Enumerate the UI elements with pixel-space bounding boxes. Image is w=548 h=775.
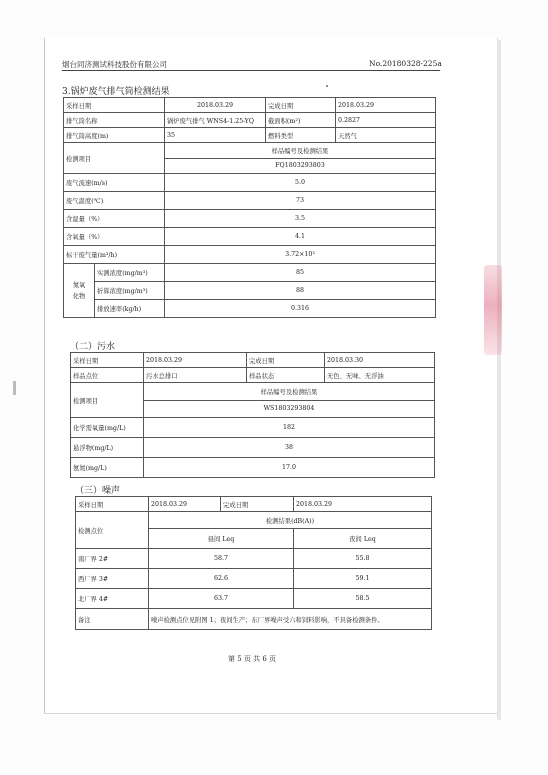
cell-value: 2018.03.29 <box>165 98 266 113</box>
cell-label: 燃料类型 <box>266 128 336 143</box>
day-value: 62.6 <box>149 569 294 589</box>
cell-value: 天然气 <box>336 128 436 143</box>
row-label: 南厂界 2# <box>76 549 149 569</box>
cell-label: 完成日期 <box>247 353 325 368</box>
water-table <box>70 352 435 478</box>
row-label: 实测浓度(mg/m³) <box>95 264 165 282</box>
row-label: 悬浮物(mg/L) <box>71 438 144 458</box>
sample-number: FQ1803293803 <box>165 158 436 174</box>
cell-value: 35 <box>165 128 266 143</box>
cell-label: 采样日期 <box>71 353 144 368</box>
cell-label: 样品点位 <box>71 368 144 383</box>
cell-value: 锅炉废气排气 WNS4-1.25-YQ <box>165 113 266 128</box>
row-label: 排放速率(kg/h) <box>95 300 165 318</box>
binding-mark <box>13 381 16 395</box>
row-value: 4.1 <box>165 228 436 246</box>
page-edge-shadow <box>497 40 501 720</box>
cell-label: 采样日期 <box>64 98 165 113</box>
night-value: 58.5 <box>294 589 432 609</box>
cell-value: 2018.03.29 <box>336 98 436 113</box>
day-header: 昼间 Leq <box>149 529 294 549</box>
row-value: 17.0 <box>144 458 435 478</box>
row-value: 3.5 <box>165 210 436 228</box>
row-label: 西厂界 3# <box>76 569 149 589</box>
exhaust-table <box>63 97 436 318</box>
section-title-water: （二）污水 <box>70 342 116 352</box>
row-label: 废气流速(m/s) <box>64 174 165 192</box>
section-title-exhaust: 3.锅炉废气排气筒检测结果 <box>62 87 170 97</box>
cell-value: 0.2827 <box>336 113 436 128</box>
row-value: 38 <box>144 438 435 458</box>
cell-label: 完成日期 <box>266 98 336 113</box>
night-value: 59.1 <box>294 569 432 589</box>
row-label: 标干废气量(m³/h) <box>64 246 165 264</box>
row-value: 85 <box>165 264 436 282</box>
row-label: 化学需氧量(mg/L) <box>71 418 144 438</box>
row-label: 氨氮(mg/L) <box>71 458 144 478</box>
report-number: No.20180328-225a <box>369 59 442 68</box>
result-header: 检测结果(dB(A)) <box>149 512 432 529</box>
speck <box>326 85 328 87</box>
cell-label: 排气筒名称 <box>64 113 165 128</box>
cell-value: 2018.03.29 <box>149 497 221 512</box>
row-value: 5.0 <box>165 174 436 192</box>
row-value: 73 <box>165 192 436 210</box>
red-seal-stamp <box>484 265 502 355</box>
row-value: 88 <box>165 282 436 300</box>
nox-group-label <box>64 264 95 318</box>
cell-value: 2018.03.30 <box>325 353 435 368</box>
page-number: 第 5 页 共 6 页 <box>228 655 277 663</box>
cell-label: 排气筒高度(m) <box>64 128 165 143</box>
note-text: 噪声检测点位见附图 1；夜间生产；东厂界噪声受六和饲料影响，不具备检测条件。 <box>149 609 432 630</box>
day-value: 58.7 <box>149 549 294 569</box>
day-value: 63.7 <box>149 589 294 609</box>
nox-label-line2: 化物 <box>72 292 86 300</box>
header-rule <box>62 70 440 71</box>
nox-label-line1: 氮氧 <box>72 281 86 289</box>
row-label: 折算浓度(mg/m³) <box>95 282 165 300</box>
sample-header: 样品编号及检测结果 <box>165 143 436 159</box>
company-name: 烟台同济测试科技股份有限公司 <box>62 60 167 69</box>
section-title-noise: （三）噪声 <box>75 486 121 496</box>
row-value: 3.72×10³ <box>165 246 436 264</box>
row-value: 182 <box>144 418 435 438</box>
cell-label: 完成日期 <box>221 497 294 512</box>
sample-number: WS1803293804 <box>144 400 435 418</box>
note-label: 备注 <box>76 609 149 630</box>
cell-label: 采样日期 <box>76 497 149 512</box>
cell-value: 2018.03.29 <box>144 353 247 368</box>
sample-header: 样品编号及检测结果 <box>144 383 435 401</box>
cell-label: 检测项目 <box>64 143 165 174</box>
row-value: 0.316 <box>165 300 436 318</box>
cell-label: 检测点位 <box>76 512 149 549</box>
row-label: 含氧量（%） <box>64 228 165 246</box>
noise-table <box>75 496 432 630</box>
cell-value: 污水总排口 <box>144 368 247 383</box>
cell-value: 2018.03.29 <box>294 497 432 512</box>
cell-label: 截面积(m²) <box>266 113 336 128</box>
row-label: 含湿量（%） <box>64 210 165 228</box>
night-header: 夜间 Leq <box>294 529 432 549</box>
cell-value: 无色、无味、无浮油 <box>325 368 435 383</box>
cell-label: 样品状态 <box>247 368 325 383</box>
row-label: 废气温度(℃) <box>64 192 165 210</box>
cell-label: 检测项目 <box>71 383 144 418</box>
row-label: 北厂界 4# <box>76 589 149 609</box>
night-value: 55.8 <box>294 549 432 569</box>
